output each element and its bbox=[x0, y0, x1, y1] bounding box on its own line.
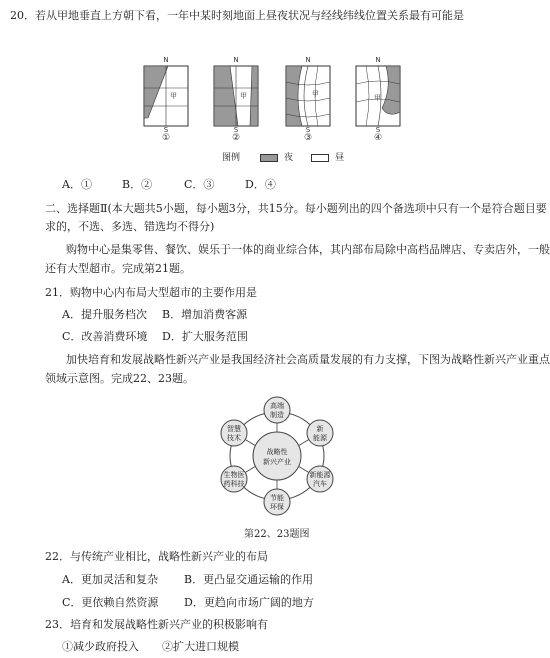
q20-option-b[interactable]: B．② bbox=[122, 178, 153, 191]
map-3-north: N bbox=[305, 56, 311, 64]
center-label-1: 战略性 bbox=[266, 448, 288, 456]
passage1-line2: 还有大型超市。完成第21题。 bbox=[45, 262, 191, 275]
q21-stem: 21．购物中心内布局大型超市的主要作用是 bbox=[45, 286, 257, 299]
q20-stem: 20．若从甲地垂直上方朝下看，一年中某时刻地面上昼夜状况与经线纬线位置关系最有可能是 bbox=[10, 9, 464, 22]
center-node bbox=[253, 432, 301, 480]
center-label-2: 新兴产业 bbox=[263, 458, 291, 466]
map-1-place: 甲 bbox=[170, 92, 177, 100]
map-4-south: S bbox=[375, 126, 381, 134]
map-1 bbox=[140, 56, 192, 143]
industry-diagram bbox=[212, 394, 342, 518]
node-smart-technology bbox=[221, 420, 247, 446]
svg-text:能源: 能源 bbox=[313, 434, 327, 442]
svg-text:新: 新 bbox=[316, 425, 324, 433]
svg-text:药科技: 药科技 bbox=[223, 480, 245, 488]
map-4 bbox=[352, 56, 404, 143]
map-4-north: N bbox=[375, 56, 381, 64]
q23-stem: 23．培育和发展战略性新兴产业的积极影响有 bbox=[45, 618, 268, 631]
svg-text:生物医: 生物医 bbox=[223, 471, 245, 479]
q23-option-1: ①减少政府投入 bbox=[62, 640, 139, 653]
q22-option-b[interactable]: B．更凸显交通运输的作用 bbox=[184, 573, 314, 586]
q22-option-d[interactable]: D．更趋向市场广阔的地方 bbox=[184, 596, 314, 609]
svg-text:技术: 技术 bbox=[227, 434, 241, 442]
svg-text:新能源: 新能源 bbox=[309, 471, 331, 479]
map-2 bbox=[210, 56, 262, 143]
map-3-place: 甲 bbox=[312, 90, 319, 98]
map-1-south: S bbox=[163, 126, 169, 134]
svg-text:智慧: 智慧 bbox=[227, 425, 241, 433]
q21-option-d[interactable]: D．扩大服务范围 bbox=[162, 330, 248, 343]
q21-option-c[interactable]: C．改善消费环境 bbox=[62, 330, 148, 343]
map-1-north: N bbox=[163, 56, 169, 64]
legend-day-swatch bbox=[311, 154, 329, 162]
q20-option-d[interactable]: D．④ bbox=[245, 178, 276, 191]
legend-day-label: 昼 bbox=[335, 153, 345, 163]
map-3 bbox=[282, 56, 334, 143]
q20-option-c[interactable]: C．③ bbox=[184, 178, 215, 191]
map-2-number: ② bbox=[231, 133, 241, 143]
map-2-north: N bbox=[233, 56, 239, 64]
passage2-line2: 领域示意图。完成22、23题。 bbox=[45, 372, 194, 385]
legend-night-label: 夜 bbox=[284, 153, 294, 163]
map-3-number: ③ bbox=[303, 133, 313, 143]
node-new-energy-vehicles bbox=[307, 466, 333, 492]
section2-line1: 二、选择题Ⅱ(本大题共5小题，每小题3分，共15分。每小题列出的四个备选项中只有一个是符合题目要 bbox=[45, 202, 547, 215]
q21-option-b[interactable]: B．增加消费客源 bbox=[162, 308, 248, 321]
passage2-line1: 加快培育和发展战略性新兴产业是我国经济社会高质量发展的有力支撑，下图为战略性新兴产业重点 bbox=[66, 353, 550, 366]
svg-text:节能: 节能 bbox=[270, 494, 284, 502]
map-2-place: 甲 bbox=[240, 92, 247, 100]
svg-text:汽车: 汽车 bbox=[313, 480, 327, 488]
q23-option-2: ②扩大进口规模 bbox=[162, 640, 239, 653]
map-3-south: S bbox=[305, 126, 311, 134]
map-4-place: 甲 bbox=[374, 94, 381, 102]
diagram-caption: 第22、23题图 bbox=[244, 529, 310, 540]
q22-option-c[interactable]: C．更依赖自然资源 bbox=[62, 596, 159, 609]
q20-option-a[interactable]: A．① bbox=[62, 178, 92, 191]
legend-title: 图例 bbox=[222, 153, 241, 163]
passage1-line1: 购物中心是集零售、餐饮、娱乐于一体的商业综合体，其内部布局除中高档品牌店、专卖店外，一般 bbox=[66, 243, 550, 256]
q22-stem: 22．与传统产业相比，战略性新兴产业的布局 bbox=[45, 550, 268, 563]
node-new-energy bbox=[307, 420, 333, 446]
legend-night-swatch bbox=[260, 154, 278, 162]
node-high-end-manufacturing bbox=[264, 397, 290, 423]
node-biomedicine bbox=[221, 466, 247, 492]
node-energy-saving bbox=[264, 489, 290, 515]
map-1-number: ① bbox=[161, 133, 171, 143]
q21-option-a[interactable]: A．提升服务档次 bbox=[62, 308, 147, 321]
svg-text:制造: 制造 bbox=[270, 411, 284, 419]
q22-option-a[interactable]: A．更加灵活和复杂 bbox=[62, 573, 158, 586]
svg-text:高端: 高端 bbox=[270, 402, 284, 410]
svg-text:环保: 环保 bbox=[270, 503, 284, 511]
legend bbox=[222, 151, 344, 165]
section2-line2: 求的，不选、多选、错选均不得分) bbox=[45, 220, 215, 233]
map-2-south: S bbox=[233, 126, 239, 134]
map-4-number: ④ bbox=[373, 133, 383, 143]
